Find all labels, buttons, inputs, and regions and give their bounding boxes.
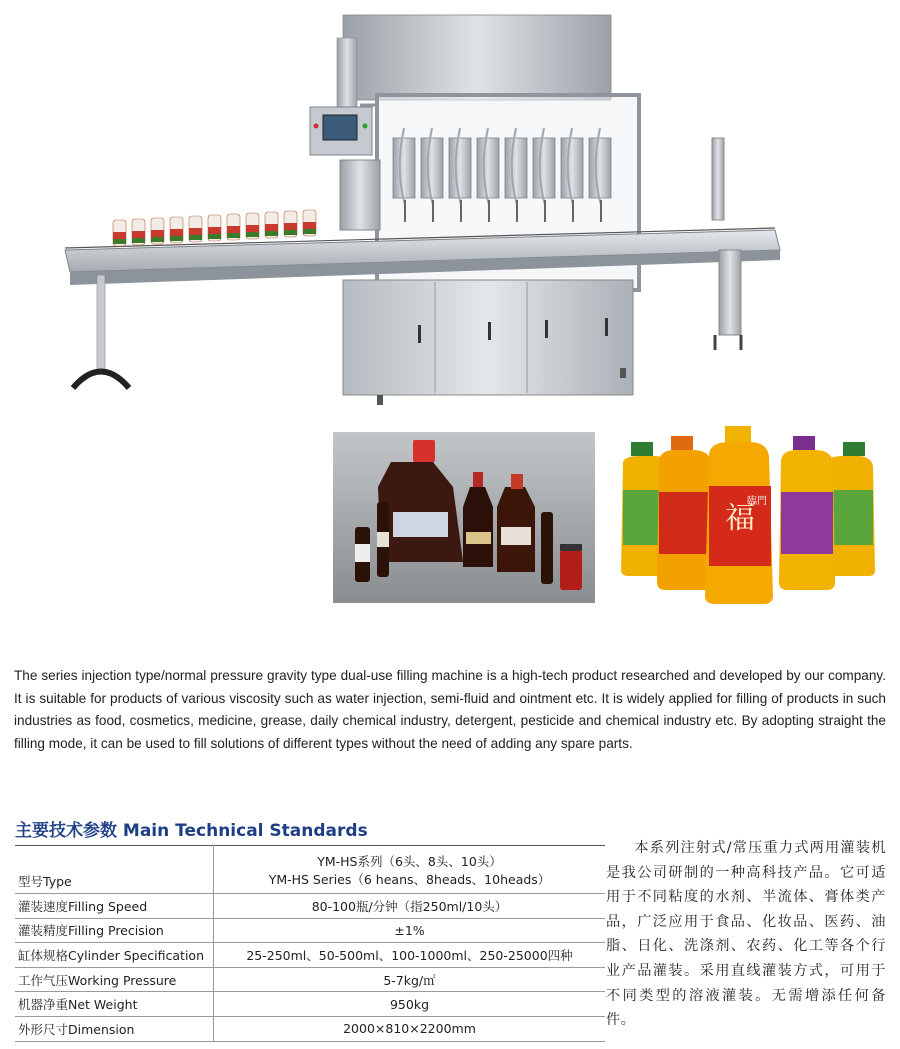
table-row <box>15 918 605 943</box>
spec-value: 80-100瓶/分钟（指250ml/10头） <box>214 894 606 919</box>
table-row <box>15 992 605 1017</box>
spec-value: 5-7kg/㎡ <box>214 967 606 992</box>
sauce-bottles-image <box>333 432 595 603</box>
spec-label: 缸体规格Cylinder Specification <box>15 943 214 968</box>
spec-value-line: YM-HS Series（6 heans、8heads、10heads） <box>268 871 551 887</box>
spec-label: 工作气压Working Pressure <box>15 967 214 992</box>
spec-label: 机器净重Net Weight <box>15 992 214 1017</box>
table-row <box>15 894 605 919</box>
section-heading: 主要技术参数 Main Technical Standards <box>15 821 368 841</box>
table-row <box>15 967 605 992</box>
oil-brand-text: 臨門 <box>747 496 767 507</box>
spec-label: 灌装速度Filling Speed <box>15 894 214 919</box>
spec-value-line: YM-HS系列（6头、8头、10头） <box>317 853 502 869</box>
spec-value: 950kg <box>214 992 606 1017</box>
spec-label: 灌装精度Filling Precision <box>15 918 214 943</box>
spec-label: 型号Type <box>15 846 214 894</box>
chinese-intro-paragraph: 本系列注射式/常压重力式两用灌装机是我公司研制的一种高科技产品。它可适用于不同粘度的水剂、半流体、膏体类产品，广泛应用于食品、化妆品、医药、油脂、日化、洗涤剂、农药、化工等各个行业产品灌装。采用直线灌装方式，可用于不同类型的溶液灌装。无需增添任何备件。 <box>606 840 886 1029</box>
spec-value <box>214 846 606 894</box>
spec-table <box>15 845 605 1042</box>
spec-value: 25-250ml、50-500ml、100-1000ml、250-25000四种 <box>214 943 606 968</box>
oil-label-text: 福 <box>725 501 755 536</box>
table-row <box>15 1016 605 1041</box>
cooking-oil-bottles-image <box>617 420 879 606</box>
table-row <box>15 846 605 894</box>
spec-value: 2000×810×2200mm <box>214 1016 606 1041</box>
filling-machine-image <box>25 10 785 415</box>
spec-label: 外形尺寸Dimension <box>15 1016 214 1041</box>
spec-value: ±1% <box>214 918 606 943</box>
intro-paragraph: The series injection type/normal pressure gravity type dual-use filling machine is a high-tech product researched and developed by our company. It is suitable for products of various viscosity such as water injection, semi-fluid and ointment etc. It is widely applied for filling of products in such industries as food, cosmetics, medicine, grease, daily chemical industry, detergent, pesticide and chemical industry etc. By adopting straight the filling mode, it can be used to fill solutions of different types without the need of adding any spare parts. <box>14 668 886 751</box>
table-row <box>15 943 605 968</box>
